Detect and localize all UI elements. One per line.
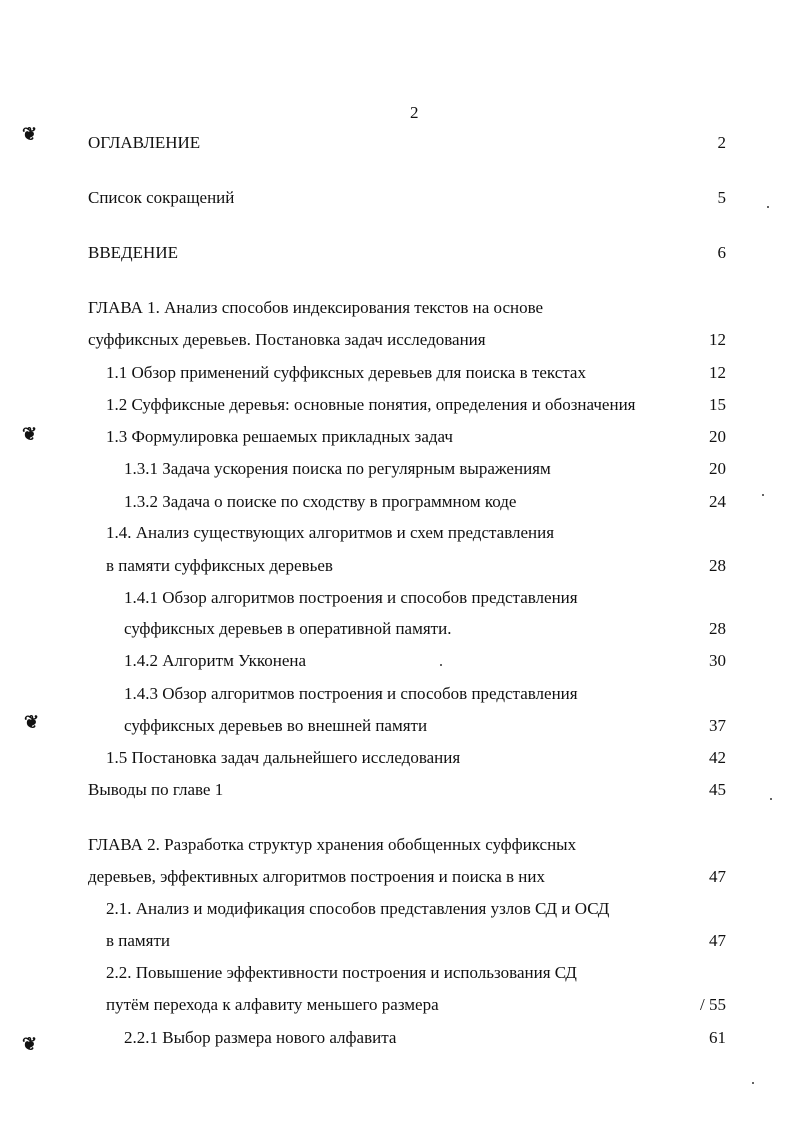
toc-entry-page: 12 [709,330,726,349]
toc-entry-text: 1.3.2 Задача о поиске по сходству в программном коде [124,492,517,511]
scan-dot [770,798,772,800]
scan-artifact: ❦ [22,1034,38,1054]
toc-entry-text: ОГЛАВЛЕНИЕ [88,133,201,152]
toc-entry-text: 2.1. Анализ и модификация способов представления узлов СД и ОСД [106,899,610,918]
scan-dot [440,664,442,666]
toc-entry-page: 15 [709,395,726,414]
toc-entry-page: 6 [717,243,726,262]
toc-entry-text: суффиксных деревьев. Постановка задач исследования [88,330,486,349]
toc-entry-text: в памяти [106,931,171,950]
toc-entry-page: 61 [709,1028,726,1047]
toc-entry-text: 1.4.1 Обзор алгоритмов построения и способов представления [124,588,578,607]
toc-entry-text: 1.4.3 Обзор алгоритмов построения и способов представления [124,684,578,703]
toc-entry-text: 1.2 Суффиксные деревья: основные понятия, определения и обозначения [106,395,636,414]
toc-entry-text: суффиксных деревьев во внешней памяти [124,716,428,735]
toc-entry-page: 2 [717,133,726,152]
toc-entry-text: ГЛАВА 2. Разработка структур хранения обобщенных суффиксных [88,835,577,854]
toc-entry-page: 37 [709,716,726,735]
toc-entry-text: ВВЕДЕНИЕ [88,243,178,262]
toc-entry-text: 1.5 Постановка задач дальнейшего исследования [106,748,461,767]
toc-entry-page: 28 [709,619,726,638]
toc-entry-text: 1.4.2 Алгоритм Укконена [124,651,307,670]
toc-entry-text: 2.2. Повышение эффективности построения и использования СД [106,963,577,982]
toc-entry-text: путём перехода к алфавиту меньшего размера [106,995,439,1014]
toc-entry-page: 28 [709,556,726,575]
toc-entry-page: 47 [709,931,726,950]
toc-entry-page: 5 [717,188,726,207]
toc-entry-page: 12 [709,363,726,382]
toc-entry-text: 1.4. Анализ существующих алгоритмов и схем представления [106,523,555,542]
toc-entry-page: 42 [709,748,726,767]
scan-dot [762,494,764,496]
toc-entry-text: 1.1 Обзор применений суффиксных деревьев для поиска в текстах [106,363,586,382]
scan-artifact: ❦ [24,712,40,732]
toc-entry-page: / 55 [700,995,726,1014]
scan-dot [767,206,769,208]
toc-entry-text: суффиксных деревьев в оперативной памяти. [124,619,452,638]
scan-artifact: ❦ [22,424,38,444]
scan-dot [752,1082,754,1084]
toc-entry-text: ГЛАВА 1. Анализ способов индексирования текстов на основе [88,298,544,317]
toc-entry-text: 2.2.1 Выбор размера нового алфавита [124,1028,397,1047]
toc-entry-text: 1.3.1 Задача ускорения поиска по регулярным выражениям [124,459,551,478]
toc-entry-page: 20 [709,459,726,478]
toc-entry-text: Выводы по главе 1 [88,780,224,799]
toc-entry-page: 45 [709,780,726,799]
toc-entry-page: 20 [709,427,726,446]
toc-entry-text: деревьев, эффективных алгоритмов построения и поиска в них [88,867,545,886]
scan-artifact: ❦ [22,124,38,144]
toc-entry-text: Список сокращений [88,188,235,207]
page-number: 2 [410,103,419,122]
toc-entry-page: 30 [709,651,726,670]
toc-entry-page: 47 [709,867,726,886]
toc-entry-text: 1.3 Формулировка решаемых прикладных задач [106,427,453,446]
toc-entry-page: 24 [709,492,726,511]
toc-entry-text: в памяти суффиксных деревьев [106,556,333,575]
